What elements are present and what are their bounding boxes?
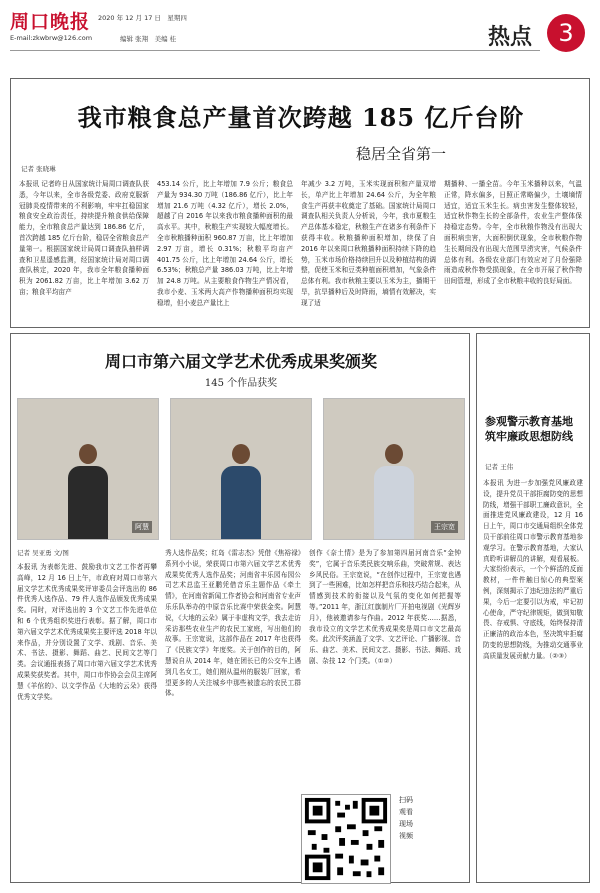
editor-credits: 编辑 张翔 美编 桂 — [120, 35, 177, 43]
article-headline: 我市粮食总产量首次跨越 185 亿斤台阶 — [77, 103, 525, 132]
article-column: 453.14 公斤，比上年增加 7.9 公斤；粮食总产量为 934.30 万吨（186.86 亿斤），比上年增加 21.6 万吨（4.32 亿斤），增长 2.0%，超越了自 2016 年以来我市粮食播种面积的最高水平。其中，秋粮生产实现较大幅度增长。全市秋粮播种面积 960.87 万亩，比上年增加 2.97 万亩，增长 0.31%；秋粮平均亩产 401.75 公斤，比上年增加 24.64 公斤，增长 6.53%；秋粮总产量 386.03 万吨，比上年增加 24.8 万吨。从主要粮食作物生产情况看，我市小麦、玉米两大高产作物播种面积均实现稳增，但小麦总产量比上 — [157, 180, 293, 307]
article-column: 创作《奈土情》是为了参加第四届河南音乐“金钟奖”，它属于音乐类民族交响乐曲，突破常规、表达乡风民俗。王宗宽说，“在创作过程中，王宗宽也遇到了一些困难，比如怎样把音乐和技巧结合起来，从情感到技术的衔接以及气氛的变化如何把握等等。”2011 年，浙江红旗制片厂开拍电视剧《光辉岁月》，他被邀请参与作曲。2012 年获奖……据悉，我市设立的文学艺术优秀成果奖是周口市文艺最高奖。此次评奖涵盖了文学、文艺评论、广播影视、音乐、曲艺、美术、民间文艺、摄影、书法、舞蹈、戏剧、杂技 12 个门类。（①②） — [309, 549, 461, 665]
masthead-divider — [10, 50, 540, 51]
article-column: 本报讯 记者昨日从国家统计局周口调查队获悉，今年以来，全市各级党委、政府克服新冠肺炎疫情带来的不利影响，牢牢扛稳国家粮食安全政治责任，持续提升粮食供给保障能力，全市粮食总产量达到 186.86 亿斤，首次跨越 185 亿斤台阶，稳居全省粮食总产量第一。根据国家统计局周口调查队抽样调查和卫星遥感监测，经国家统计局对周口调查队核定，2020 年，我市全年粮食播种面积为 2061.82 万亩，比上年增加 3.62 万亩；粮食平均亩产 — [19, 180, 149, 296]
article-subheadline: 145 个作品获奖 — [204, 378, 278, 389]
awardee-figure — [374, 444, 414, 539]
article-byline: 记者 张晓琳 — [21, 165, 56, 173]
article-byline: 记者 王伟 — [485, 463, 514, 471]
masthead — [0, 0, 600, 60]
award-photo — [17, 398, 159, 540]
article-anti-corruption — [476, 333, 590, 883]
article-column: 秀人选作品奖；红岛《雷志杰》凭借《焦裕禄》系列小小说，荣获周口市第六届文学艺术优秀成果奖优秀人选作品奖；河南省丰乐园布园公司艺术总监王亚鹏凭借音乐主题作品《牵土情》，在河南省新闻工作者协会和河南省专业声乐乐队举办的中原音乐比赛中荣获金奖。阿慧说，《大地的云朵》属于非虚构文学，我去走访采访那些农业生产的农民工家庭，写出他们的故事。王宗宽说，这部作品在 2017 年也获得了《民族文学》年度奖。关于创作的目的，阿慧说自从 2014 年，她在团长已的公交车上遇到几名女工，她们刚从温州的服装厂回家，希望更多的人关注城乡中那些被遗忘的农民工群体。 — [165, 549, 301, 698]
contact-email[interactable]: E-mail:zkwbrw@126.com — [10, 34, 93, 42]
awardee-figure — [221, 444, 261, 539]
award-photo — [170, 398, 312, 540]
article-grain-output — [10, 78, 590, 328]
page-number-badge: 3 — [547, 14, 585, 52]
article-headline: 参观警示教育基地 筑牢廉政思想防线 — [485, 415, 573, 443]
article-subheadline: 稳居全省第一 — [355, 145, 446, 163]
article-body: 本报讯 为进一步加强党风廉政建设，提升党员干部拒腐防变的思想防线，增强干部职工廉政意识，全面推进党风廉政建设，12 月 16 日上午，周口市交通局组织全体党员干部前往周口市警示教育基地参观学习。在警示教育基地，大家认真聆听讲解员的讲解，观看展板。大家纷纷表示，一个个鲜活的反面教材，一件件触目惊心的典型案例，深刻揭示了违纪违法的严重后果，今后一定要引以为戒，牢记初心使命，严守纪律规矩，做到知敬畏、存戒惧、守底线，始终保持清正廉洁的政治本色，坚决筑牢拒腐防变的思想防线，为推动交通事业高质量发展贡献力量。（②③） — [483, 479, 583, 660]
photo-caption: 王宗宽 — [431, 521, 458, 533]
issue-date: 2020 年 12 月 17 日 星期四 — [98, 14, 187, 22]
newspaper-logo: 周口晚报 — [10, 11, 91, 33]
video-qr-code[interactable] — [301, 794, 391, 884]
section-title: 热点 — [488, 24, 533, 50]
article-column: 本报讯 为表彰先进、鼓励我市文艺工作者再攀高峰，12 月 16 日上午，市政府对周口市第六届文学艺术优秀成果奖评审委员会评选出的 86 件优秀人选作品、79 件人选作品颁发优秀成果奖。同时，对评选出的 3 个文艺工作先进单位和 6 个优秀组织奖进行表彰。据了解，周口市第六届文学艺术优秀成果奖主要评选 2018 年以来作品，并分别设置了文学、戏剧、音乐、美术、书法、摄影、舞蹈、曲艺、民间文艺等门类。会议通报表扬了周口市第六届文学艺术优秀成果奖获奖者。其中，周口市作协会会员主席阿慧《羊倌的》、以文学作品《大地的云朵》获得优秀文学奖。 — [17, 563, 157, 701]
awardee-figure — [68, 444, 108, 539]
article-headline: 周口市第六届文学艺术优秀成果奖颁奖 — [104, 352, 377, 371]
article-column: 期播种、一播全苗。今年玉米播种以来，气温正常，降水偏多，日照正常略偏少，土壤墒情适宜，适宜玉米生长。病虫害发生整体较轻，适宜秋作物生长的全部条件，农业生产整体保持稳定态势。今年，全市秋粮作物没有出现大面积病虫害，大面积倒伏现象，全市秋粮作物生长期间没有出现大范围旱涝灾害，气候条件总体有利。各级农业部门有效应对了月份强降雨造成秋作物受损现象，在全市开展了秋作物田间管理，形成了全市秋粮丰收的良好局面。 — [444, 180, 582, 286]
article-column: 年减少 3.2 万吨，玉米实现面积和产量双增长，单产比上年增加 24.64 公斤，为全年粮食生产再获丰收奠定了基础。国家统计局周口调查队相关负责人分析说，今年，我市夏粮生产总体基本稳定，秋粮生产在诸多有利条件下获得丰收。秋粮播种面积增加，续保了自 2016 年以来周口秋粮播种面积持续下降的趋势，玉米市场价格持续回升以及种植结构的调整，促使玉米和豆类种植面积增加，气象条件总体有利。我市秋粮主要以玉米为主，播期干旱，抗旱播种后及时降雨，墒情有效解决，实现了适 — [301, 180, 436, 307]
article-literary-awards — [10, 333, 470, 883]
award-photo — [323, 398, 465, 540]
article-byline: 记者 吴亚勇 文/图 — [17, 549, 69, 557]
photo-caption: 阿慧 — [132, 521, 152, 533]
qr-caption: 扫码观看现场视频 — [399, 796, 413, 840]
